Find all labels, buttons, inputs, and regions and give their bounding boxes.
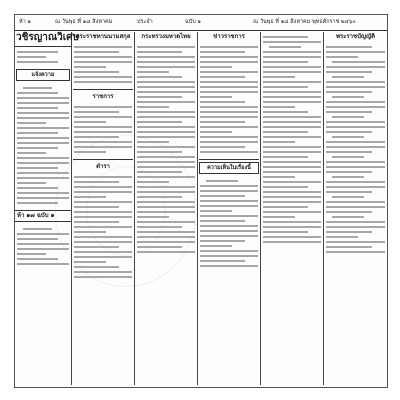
column-4-text-2 — [198, 176, 260, 271]
column-5 — [261, 32, 324, 385]
column-2-heading-3: ตำรา — [96, 163, 110, 170]
header-right: ณ วันพุธ ที่ ๑๘ สิงหาคม พุทธศักราช ๒๔๖๐ — [253, 19, 356, 25]
masthead-sub-lines — [15, 47, 71, 67]
header-label: ประจำ — [137, 19, 153, 25]
column-6-heading-1: พระราชบัญญัติ — [336, 33, 375, 40]
column-5-text — [261, 32, 323, 247]
header-issue: ฉบับ ๑ — [185, 19, 201, 25]
column-6-text — [324, 42, 387, 257]
column-3-text — [135, 42, 197, 257]
masthead-title: วชิรญาณวิเศษ — [15, 32, 71, 47]
column-2-text-2 — [72, 102, 134, 157]
column-4-text-1 — [198, 42, 260, 157]
column-4-heading-2: ความเห็นในเรื่องนี้ — [199, 162, 259, 174]
column-4 — [198, 32, 261, 385]
column-2-heading-2: ราชการ — [92, 93, 114, 100]
column-1 — [15, 32, 80, 385]
header-left: ห้า ๑ — [19, 19, 31, 25]
column-1-text-bottom — [15, 224, 71, 269]
issue-label: ห้า ๑๗ ฉบับ ๑ — [15, 210, 71, 222]
column-2 — [72, 32, 135, 385]
section-heading: แจ้งความ — [16, 69, 70, 81]
column-2-heading-1: พระราชทานนามสกุล — [75, 33, 131, 40]
page-header-bar — [15, 15, 387, 31]
column-2-text-1 — [72, 42, 134, 87]
column-1-text — [15, 83, 71, 208]
header-date: ณ วันพุธ ที่ ๑๘ สิงหาคม — [55, 19, 113, 25]
column-2-text-3 — [72, 172, 134, 282]
column-3 — [135, 32, 198, 385]
newspaper-page — [14, 14, 388, 388]
column-3-heading-1: กระทรวงมหาดไทย — [141, 33, 191, 40]
column-4-heading-1: ข่าวราชการ — [213, 33, 245, 40]
column-6 — [324, 32, 387, 385]
